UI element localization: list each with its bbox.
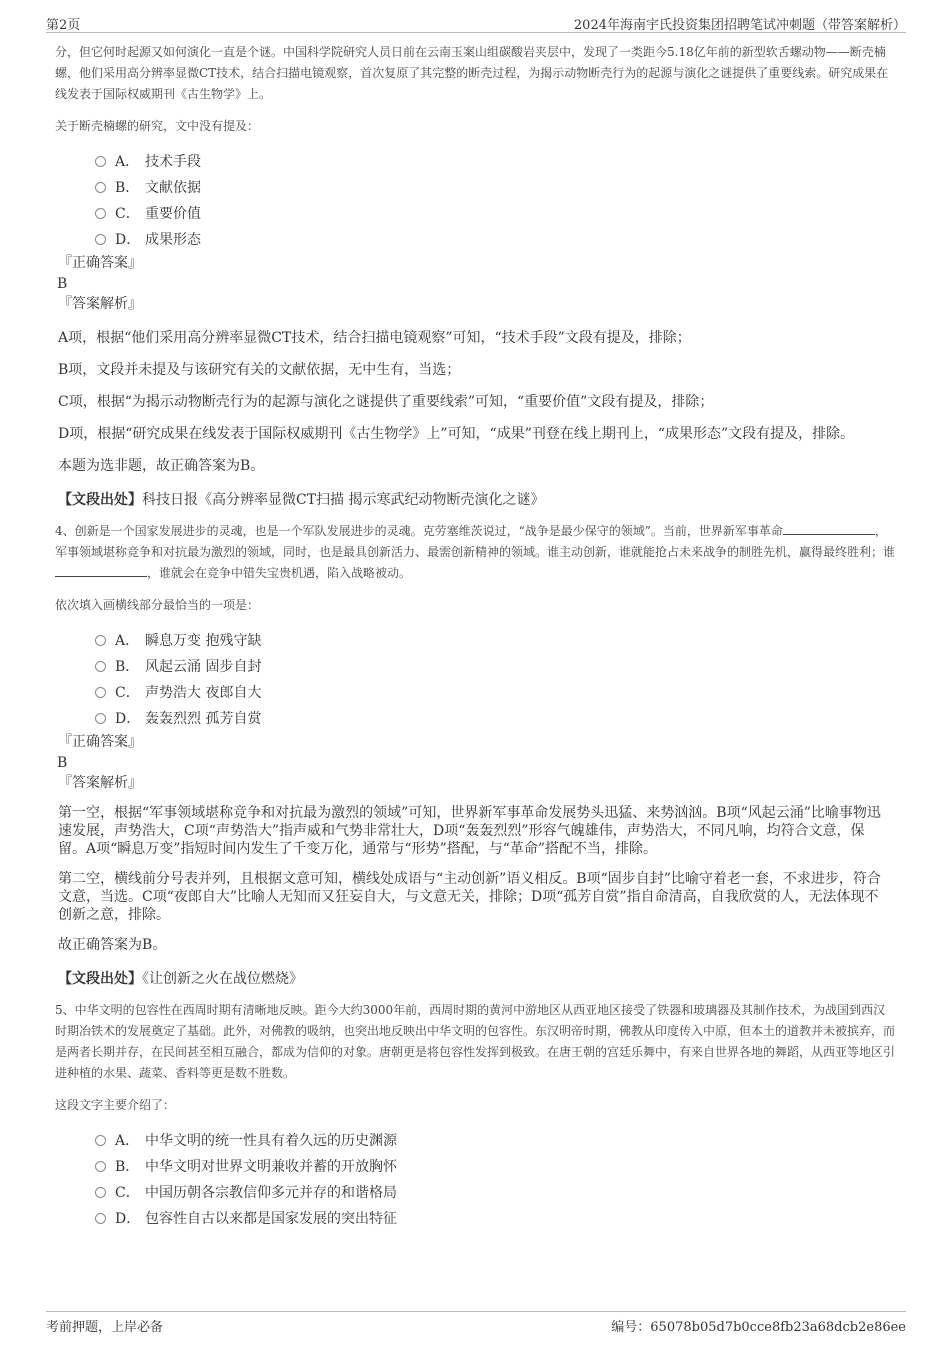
q5-option-a[interactable]: A． 中华文明的统一性具有着久远的历史渊源 bbox=[95, 1128, 895, 1154]
q3-analysis-label: 『答案解析』 bbox=[58, 296, 142, 312]
blank-1 bbox=[783, 522, 875, 535]
q4-passage: 4、创新是一个国家发展进步的灵魂，也是一个军队发展进步的灵魂。克劳塞维茨说过，“战争是最少保守的领域”。当前，世界新军事革命 ，军事领域堪称竞争和对抗最为激烈的领域，同时，也是最具创新活力、最需创新精神的领域。谁主动创新，谁就能抢占未来战争的制胜先机，赢得最终胜利；谁，谁就会在竞争中错失宝贵机遇，陷入战略被动。 bbox=[55, 524, 896, 580]
q3-conclusion: 本题为选非题，故正确答案为B。 bbox=[58, 458, 265, 474]
source-label: 【文段出处】 bbox=[58, 492, 142, 508]
q4-option-c[interactable]: C． 声势浩大 夜郎自大 bbox=[95, 680, 895, 706]
q3-source bbox=[58, 489, 895, 509]
q4-answer: B bbox=[57, 755, 68, 771]
radio-icon[interactable] bbox=[95, 182, 106, 193]
page-header bbox=[46, 10, 906, 33]
q4-options bbox=[95, 628, 895, 732]
q3-option-a[interactable]: A． 技术手段 bbox=[95, 149, 895, 175]
q5-passage: 5、中华文明的包容性在西周时期有清晰地反映。距今大约3000年前，西周时期的黄河中游地区从西亚地区接受了铁器和玻璃器及其制作技术，为战国到西汉时期冶铁术的发展奠定了基础。此外，对佛教的吸纳，也突出地反映出中华文明的包容性。东汉明帝时期，佛教从印度传入中原，但本土的道教并未被摈弃，而是两者长期并存，在民间甚至相互融合，都成为信仰的对象。唐朝更是将包容性发挥到极致。在唐王朝的宫廷乐舞中，有来自世界各地的舞蹈，从西亚等地区引进种植的水果、蔬菜、香料等更是数不胜数。 bbox=[55, 1003, 896, 1080]
page-footer bbox=[46, 1311, 906, 1338]
q4-explanation-2: 第二空，横线前分号表并列，且根据文意可知，横线处成语与“主动创新”语义相反。B项“固步自封”比喻守着老一套，不求进步，符合文意，当选。C项“夜郎自大”比喻人无知而又狂妄自大，与文意无关，排除；D项“孤芳自赏”指自命清高，自我欣赏的人，无法体现不创新之意，排除。 bbox=[58, 871, 881, 923]
radio-icon[interactable] bbox=[95, 687, 106, 698]
radio-icon[interactable] bbox=[95, 713, 106, 724]
q3-option-c[interactable]: C． 重要价值 bbox=[95, 201, 895, 227]
radio-icon[interactable] bbox=[95, 635, 106, 646]
q4-explanation-1: 第一空，根据“军事领域堪称竞争和对抗最为激烈的领域”可知，世界新军事革命发展势头迅猛、来势汹汹。B项“风起云涌”比喻事物迅速发展，声势浩大，C项“声势浩大”指声威和气势非常壮大，D项“轰轰烈烈”形容气魄雄伟，声势浩大，不同凡响，均符合文意，保留。A项“瞬息万变”指短时间内发生了千变万化，通常与“形势”搭配，与“革命”搭配不当，排除。 bbox=[58, 805, 881, 857]
radio-icon[interactable] bbox=[95, 156, 106, 167]
radio-icon[interactable] bbox=[95, 1213, 106, 1224]
document-code: 编号：65078b05d7b0cce8fb23a68dcb2e86ee bbox=[611, 1320, 906, 1335]
q4-analysis-label: 『答案解析』 bbox=[58, 775, 142, 791]
q4-answer-label: 『正确答案』 bbox=[58, 734, 142, 750]
blank-2 bbox=[55, 564, 147, 577]
q5-prompt: 这段文字主要介绍了： bbox=[55, 1098, 176, 1112]
q4-prompt: 依次填入画横线部分最恰当的一项是： bbox=[55, 598, 260, 612]
radio-icon[interactable] bbox=[95, 1161, 106, 1172]
page-content bbox=[55, 42, 895, 1232]
q3-options bbox=[95, 149, 895, 253]
q5-option-c[interactable]: C． 中国历朝各宗教信仰多元并存的和谐格局 bbox=[95, 1180, 895, 1206]
radio-icon[interactable] bbox=[95, 1187, 106, 1198]
q3-answer: B bbox=[57, 276, 68, 292]
q3-passage: 分，但它何时起源又如何演化一直是个谜。中国科学院研究人员日前在云南玉案山组碳酸岩夹层中，发现了一类距今5.18亿年前的新型软舌螺动物——断壳楠螺，他们采用高分辨率显微CT技术，结合扫描电镜观察，首次复原了其完整的断壳过程，为揭示动物断壳行为的起源与演化之谜提供了重要线索。研究成果在线发表于国际权威期刊《古生物学》上。 bbox=[55, 45, 889, 101]
q3-explanation-c: C项，根据“为揭示动物断壳行为的起源与演化之谜提供了重要线索”可知，“重要价值”文段有提及，排除； bbox=[58, 394, 714, 410]
q4-conclusion: 故正确答案为B。 bbox=[58, 937, 167, 953]
radio-icon[interactable] bbox=[95, 234, 106, 245]
q3-answer-label: 『正确答案』 bbox=[58, 255, 142, 271]
footer-slogan: 考前押题，上岸必备 bbox=[46, 1320, 164, 1335]
radio-icon[interactable] bbox=[95, 661, 106, 672]
source-label: 【文段出处】 bbox=[58, 971, 142, 987]
q5-option-b[interactable]: B． 中华文明对世界文明兼收并蓄的开放胸怀 bbox=[95, 1154, 895, 1180]
source-text: 科技日报《高分辨率显微CT扫描 揭示寒武纪动物断壳演化之谜》 bbox=[142, 492, 545, 508]
q4-option-b[interactable]: B． 风起云涌 固步自封 bbox=[95, 654, 895, 680]
q3-explanation-b: B项，文段并未提及与该研究有关的文献依据，无中生有，当选； bbox=[58, 362, 461, 378]
q5-option-d[interactable]: D． 包容性自古以来都是国家发展的突出特征 bbox=[95, 1206, 895, 1232]
q4-source bbox=[58, 968, 895, 988]
radio-icon[interactable] bbox=[95, 208, 106, 219]
q5-options bbox=[95, 1128, 895, 1232]
q3-prompt: 关于断壳楠螺的研究，文中没有提及： bbox=[55, 119, 260, 133]
q3-option-b[interactable]: B． 文献依据 bbox=[95, 175, 895, 201]
q3-option-d[interactable]: D． 成果形态 bbox=[95, 227, 895, 253]
q3-explanation-a: A项，根据“他们采用高分辨率显微CT技术，结合扫描电镜观察”可知，“技术手段”文段有提及，排除； bbox=[58, 330, 691, 346]
page-number: 第2页 bbox=[46, 18, 81, 33]
source-text: 《让创新之火在战位燃烧》 bbox=[142, 971, 303, 987]
q3-explanation-d: D项，根据“研究成果在线发表于国际权威期刊《古生物学》上”可知，“成果”刊登在线上期刊上，“成果形态”文段有提及，排除。 bbox=[58, 426, 855, 442]
q4-option-a[interactable]: A． 瞬息万变 抱残守缺 bbox=[95, 628, 895, 654]
document-title: 2024年海南宇氏投资集团招聘笔试冲刺题（带答案解析） bbox=[573, 18, 906, 33]
radio-icon[interactable] bbox=[95, 1135, 106, 1146]
q4-option-d[interactable]: D． 轰轰烈烈 孤芳自赏 bbox=[95, 706, 895, 732]
